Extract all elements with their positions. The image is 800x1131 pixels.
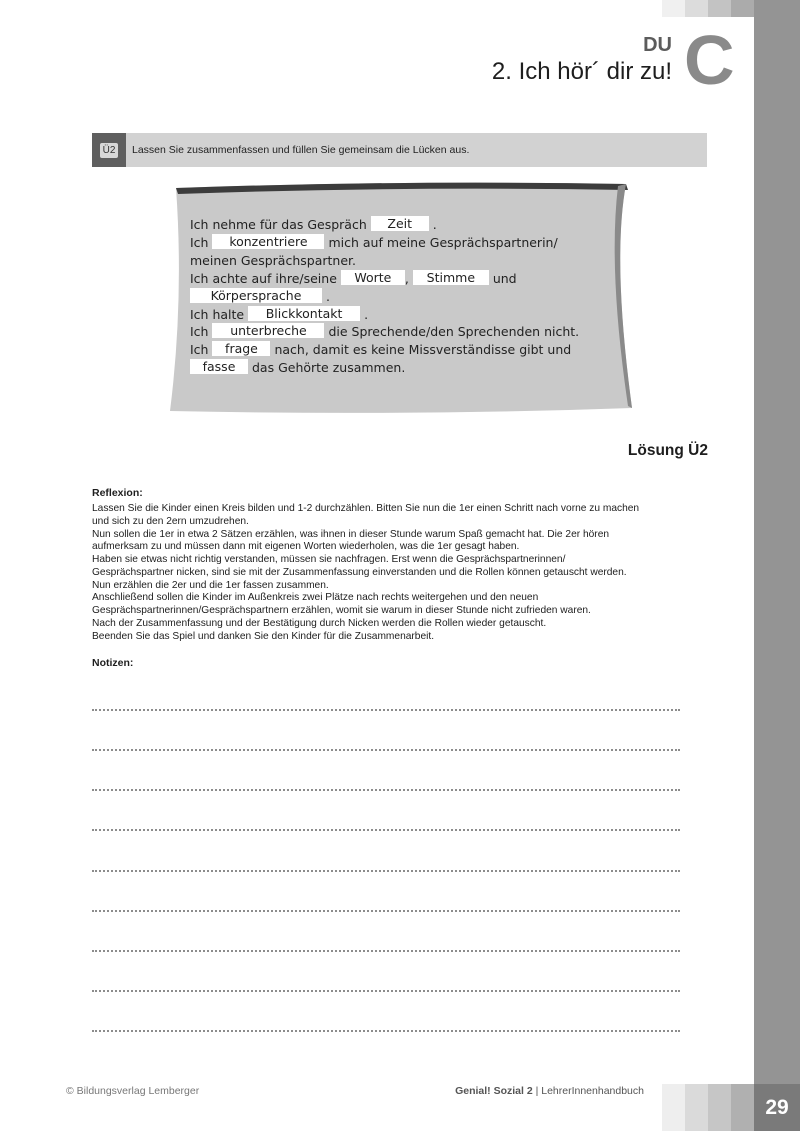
- footer-color-blocks: [662, 1084, 754, 1131]
- board-line: Ich halte Blickkontakt .: [190, 305, 369, 322]
- notes-dotted-line[interactable]: [92, 870, 680, 872]
- reflexion-line: Nun sollen die 1er in etwa 2 Sätzen erzählen, was ihnen in dieser Stunde warum Spaß gemacht hat. Die 2er hören: [92, 528, 610, 540]
- right-sidebar-strip: [754, 0, 800, 1131]
- task-badge: Ü2: [100, 143, 119, 158]
- notes-dotted-line[interactable]: [92, 829, 680, 831]
- board-line: fasse das Gehörte zusammen.: [190, 359, 579, 377]
- notes-dotted-line[interactable]: [92, 709, 680, 711]
- notes-dotted-line[interactable]: [92, 950, 680, 952]
- board-line: meinen Gesprächspartner.: [190, 252, 356, 268]
- publication-title: [420, 1085, 644, 1097]
- blank-answer: unterbreche: [212, 323, 324, 338]
- reflexion-body: [92, 503, 710, 643]
- reflexion-line: Nun erzählen die 2er und die 1er fassen zusammen.: [92, 579, 329, 591]
- task-badge-box: [92, 133, 126, 167]
- board-line: Ich nehme für das Gespräch Zeit .: [190, 216, 437, 232]
- solution-label: Lösung Ü2: [627, 442, 708, 459]
- board-text: [190, 216, 579, 377]
- chapter-letter: C: [684, 21, 735, 99]
- reflexion-line: Anschließend sollen die Kinder im Außenkreis zwei Plätze nach rechts weitergehen und den neuen: [92, 592, 539, 604]
- notes-dotted-line[interactable]: [92, 749, 680, 751]
- notes-dotted-line[interactable]: [92, 990, 680, 992]
- notes-heading: Notizen:: [92, 657, 134, 669]
- blank-answer: Worte: [341, 270, 405, 285]
- blank-answer: Stimme: [413, 270, 489, 285]
- blank-answer: fasse: [190, 359, 248, 374]
- blank-answer: Blickkontakt: [248, 306, 360, 321]
- blank-answer: Zeit: [371, 216, 429, 231]
- header-color-blocks: [662, 0, 754, 17]
- reflexion-line: und sich zu den 2ern umzudrehen.: [92, 515, 249, 527]
- blank-answer: Körpersprache: [190, 288, 322, 303]
- copyright-notice: © Bildungsverlag Lemberger: [66, 1085, 200, 1097]
- board-line: Ich unterbreche die Sprechende/den Sprechenden nicht.: [190, 323, 580, 340]
- publication-name: Genial! Sozial 2: [455, 1085, 533, 1097]
- reflexion-line: Nach der Zusammenfassung und der Bestätigung durch Nicken werden die Rollen wieder getauscht.: [92, 617, 547, 629]
- notes-dotted-line[interactable]: [92, 1030, 680, 1032]
- task-instruction: Lassen Sie zusammenfassen und füllen Sie gemeinsam die Lücken aus.: [132, 144, 470, 156]
- blank-answer: frage: [212, 341, 270, 356]
- board-line: Körpersprache .: [190, 288, 579, 306]
- reflexion-line: Gesprächspartner nicken, sind sie mit der Zusammenfassung einverstanden und die Rollen können getauscht werden.: [92, 566, 627, 578]
- page-title: 2. Ich hör´ dir zu!: [491, 58, 672, 85]
- reflexion-line: Haben sie etwas nicht richtig verstanden, müssen sie nachfragen. Erst wenn die Gesprächspartnerinnen/: [92, 554, 566, 565]
- reflexion-line: aufmerksam zu und müssen dann mit eigenen Worten wiederholen, was die 1er gesagt haben.: [92, 541, 520, 553]
- reflexion-heading: Reflexion:: [92, 487, 143, 499]
- publication-subtitle: | LehrerInnenhandbuch: [532, 1085, 644, 1097]
- notes-dotted-line[interactable]: [92, 910, 680, 912]
- reflexion-line: Gesprächspartnerinnen/Gesprächspartnern erzählen, womit sie warum in dieser Stunde nicht zufrieden waren.: [92, 605, 591, 616]
- board-line: Ich konzentriere mich auf meine Gesprächspartnerin/: [190, 233, 558, 250]
- page-number: 29: [754, 1084, 800, 1131]
- section-tag: DU: [643, 34, 672, 56]
- reflexion-line: Lassen Sie die Kinder einen Kreis bilden und 1-2 durchzählen. Bitten Sie nun die 1er einen Schritt nach vorne zu machen: [92, 503, 640, 514]
- board-line: Ich frage nach, damit es keine Missverständisse gibt und: [190, 341, 572, 358]
- blank-answer: konzentriere: [212, 234, 324, 249]
- fill-in-board: [170, 180, 632, 415]
- task-instruction-bar: [92, 133, 707, 167]
- notes-dotted-line[interactable]: [92, 789, 680, 791]
- board-line: Ich achte auf ihre/seine Worte , Stimme und: [190, 269, 517, 286]
- reflexion-line: Beenden Sie das Spiel und danken Sie den Kinder für die Zusammenarbeit.: [92, 630, 435, 642]
